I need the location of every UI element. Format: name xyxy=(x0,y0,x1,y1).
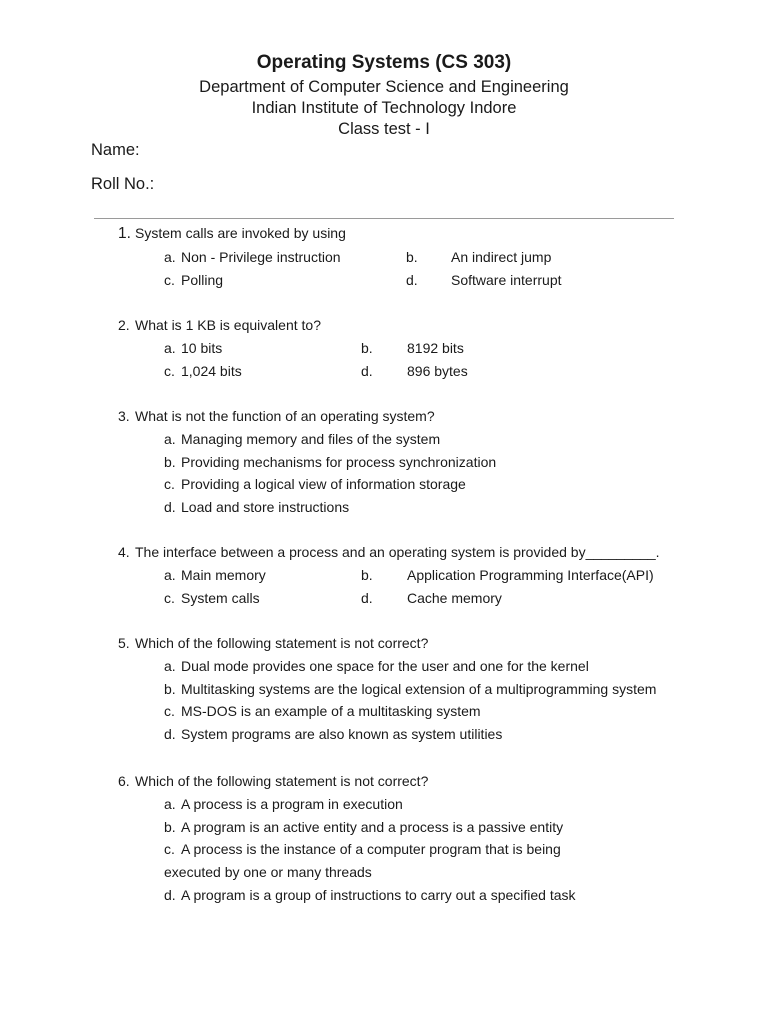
option-text: 1,024 bits xyxy=(181,362,242,379)
option-label: b. xyxy=(406,248,418,265)
option-text: Load and store instructions xyxy=(181,499,350,516)
question-1 xyxy=(118,222,678,291)
option-row xyxy=(164,564,678,587)
option-text: executed by one or many threads xyxy=(164,864,372,881)
question-text: System calls are invoked by using xyxy=(135,225,346,241)
option-label: a. xyxy=(164,657,176,674)
option-text: A process is a program in execution xyxy=(181,795,403,812)
option-text: Cache memory xyxy=(407,589,502,606)
question-number: 2. xyxy=(118,317,130,333)
option-label: c. xyxy=(164,589,175,606)
option-label: d. xyxy=(164,499,176,516)
option-label: c. xyxy=(164,841,175,858)
option-label: c. xyxy=(164,362,175,379)
question-4 xyxy=(118,541,678,609)
option-label: b. xyxy=(361,339,373,356)
roll-number-field-label: Roll No.: xyxy=(91,175,155,193)
option-text: Main memory xyxy=(181,566,266,583)
question-number: 6. xyxy=(118,773,130,789)
option-text: An indirect jump xyxy=(451,248,552,265)
option-row xyxy=(164,337,678,360)
question-text: The interface between a process and an operating system is provided by_________. xyxy=(135,544,660,560)
question-5 xyxy=(118,632,678,746)
option-text: A program is a group of instructions to carry out a specified task xyxy=(181,886,576,903)
question-text: Which of the following statement is not correct? xyxy=(135,773,429,789)
option-label: a. xyxy=(164,795,176,812)
option-text: 896 bytes xyxy=(407,362,468,379)
question-text: What is 1 KB is equivalent to? xyxy=(135,317,321,333)
option-row xyxy=(164,269,678,292)
option-text: 10 bits xyxy=(181,339,223,356)
option-row xyxy=(164,678,678,701)
option-label: b. xyxy=(164,680,176,697)
option-row xyxy=(164,360,678,383)
question-3 xyxy=(118,405,678,519)
option-label: b. xyxy=(361,566,373,583)
question-number: 3. xyxy=(118,408,130,424)
exam-title: Operating Systems (CS 303) xyxy=(256,52,512,73)
header-divider xyxy=(94,218,674,219)
question-2 xyxy=(118,314,678,382)
option-row xyxy=(164,816,678,839)
option-row xyxy=(164,473,678,496)
option-text: Polling xyxy=(181,271,224,288)
option-text: Multitasking systems are the logical extension of a multiprogramming system xyxy=(181,680,657,697)
option-row xyxy=(164,655,678,678)
option-label: a. xyxy=(164,339,176,356)
option-row xyxy=(164,838,678,861)
option-text: 8192 bits xyxy=(407,339,464,356)
option-label: d. xyxy=(361,362,373,379)
option-text: Providing mechanisms for process synchronization xyxy=(181,453,497,470)
option-row xyxy=(164,496,678,519)
option-label: d. xyxy=(361,589,373,606)
option-text: Software interrupt xyxy=(451,271,562,288)
option-row xyxy=(164,587,678,610)
question-6 xyxy=(118,770,678,907)
name-field-label: Name: xyxy=(91,141,140,159)
option-label: a. xyxy=(164,248,176,265)
option-text: Application Programming Interface(API) xyxy=(407,566,654,583)
option-label: c. xyxy=(164,271,175,288)
option-label: a. xyxy=(164,430,176,447)
option-row xyxy=(164,428,678,451)
test-name: Class test - I xyxy=(338,120,430,138)
option-text: Providing a logical view of information storage xyxy=(181,476,466,493)
option-row xyxy=(164,723,678,746)
option-row xyxy=(164,246,678,269)
option-text: System programs are also known as system utilities xyxy=(181,726,503,743)
option-text: Non - Privilege instruction xyxy=(181,248,341,265)
option-text: Managing memory and files of the system xyxy=(181,430,441,447)
option-label: b. xyxy=(164,453,176,470)
option-label: a. xyxy=(164,566,176,583)
option-continuation xyxy=(164,861,678,884)
option-text: Dual mode provides one space for the user and one for the kernel xyxy=(181,657,589,674)
option-row xyxy=(164,700,678,723)
option-label: c. xyxy=(164,476,175,493)
institute-name: Indian Institute of Technology Indore xyxy=(251,99,517,117)
option-row xyxy=(164,451,678,474)
option-text: MS-DOS is an example of a multitasking system xyxy=(181,703,481,720)
question-number: 1. xyxy=(118,225,131,242)
option-label: d. xyxy=(164,886,176,903)
option-label: c. xyxy=(164,703,175,720)
question-text: Which of the following statement is not correct? xyxy=(135,635,429,651)
question-number: 4. xyxy=(118,544,130,560)
question-number: 5. xyxy=(118,635,130,651)
option-label: b. xyxy=(164,818,176,835)
option-text: A program is an active entity and a process is a passive entity xyxy=(181,818,564,835)
option-text: A process is the instance of a computer program that is being xyxy=(181,841,561,858)
department-name: Department of Computer Science and Engineering xyxy=(199,78,569,96)
question-text: What is not the function of an operating system? xyxy=(135,408,435,424)
option-row xyxy=(164,884,678,907)
option-text: System calls xyxy=(181,589,260,606)
option-row xyxy=(164,793,678,816)
option-label: d. xyxy=(164,726,176,743)
option-label: d. xyxy=(406,271,418,288)
